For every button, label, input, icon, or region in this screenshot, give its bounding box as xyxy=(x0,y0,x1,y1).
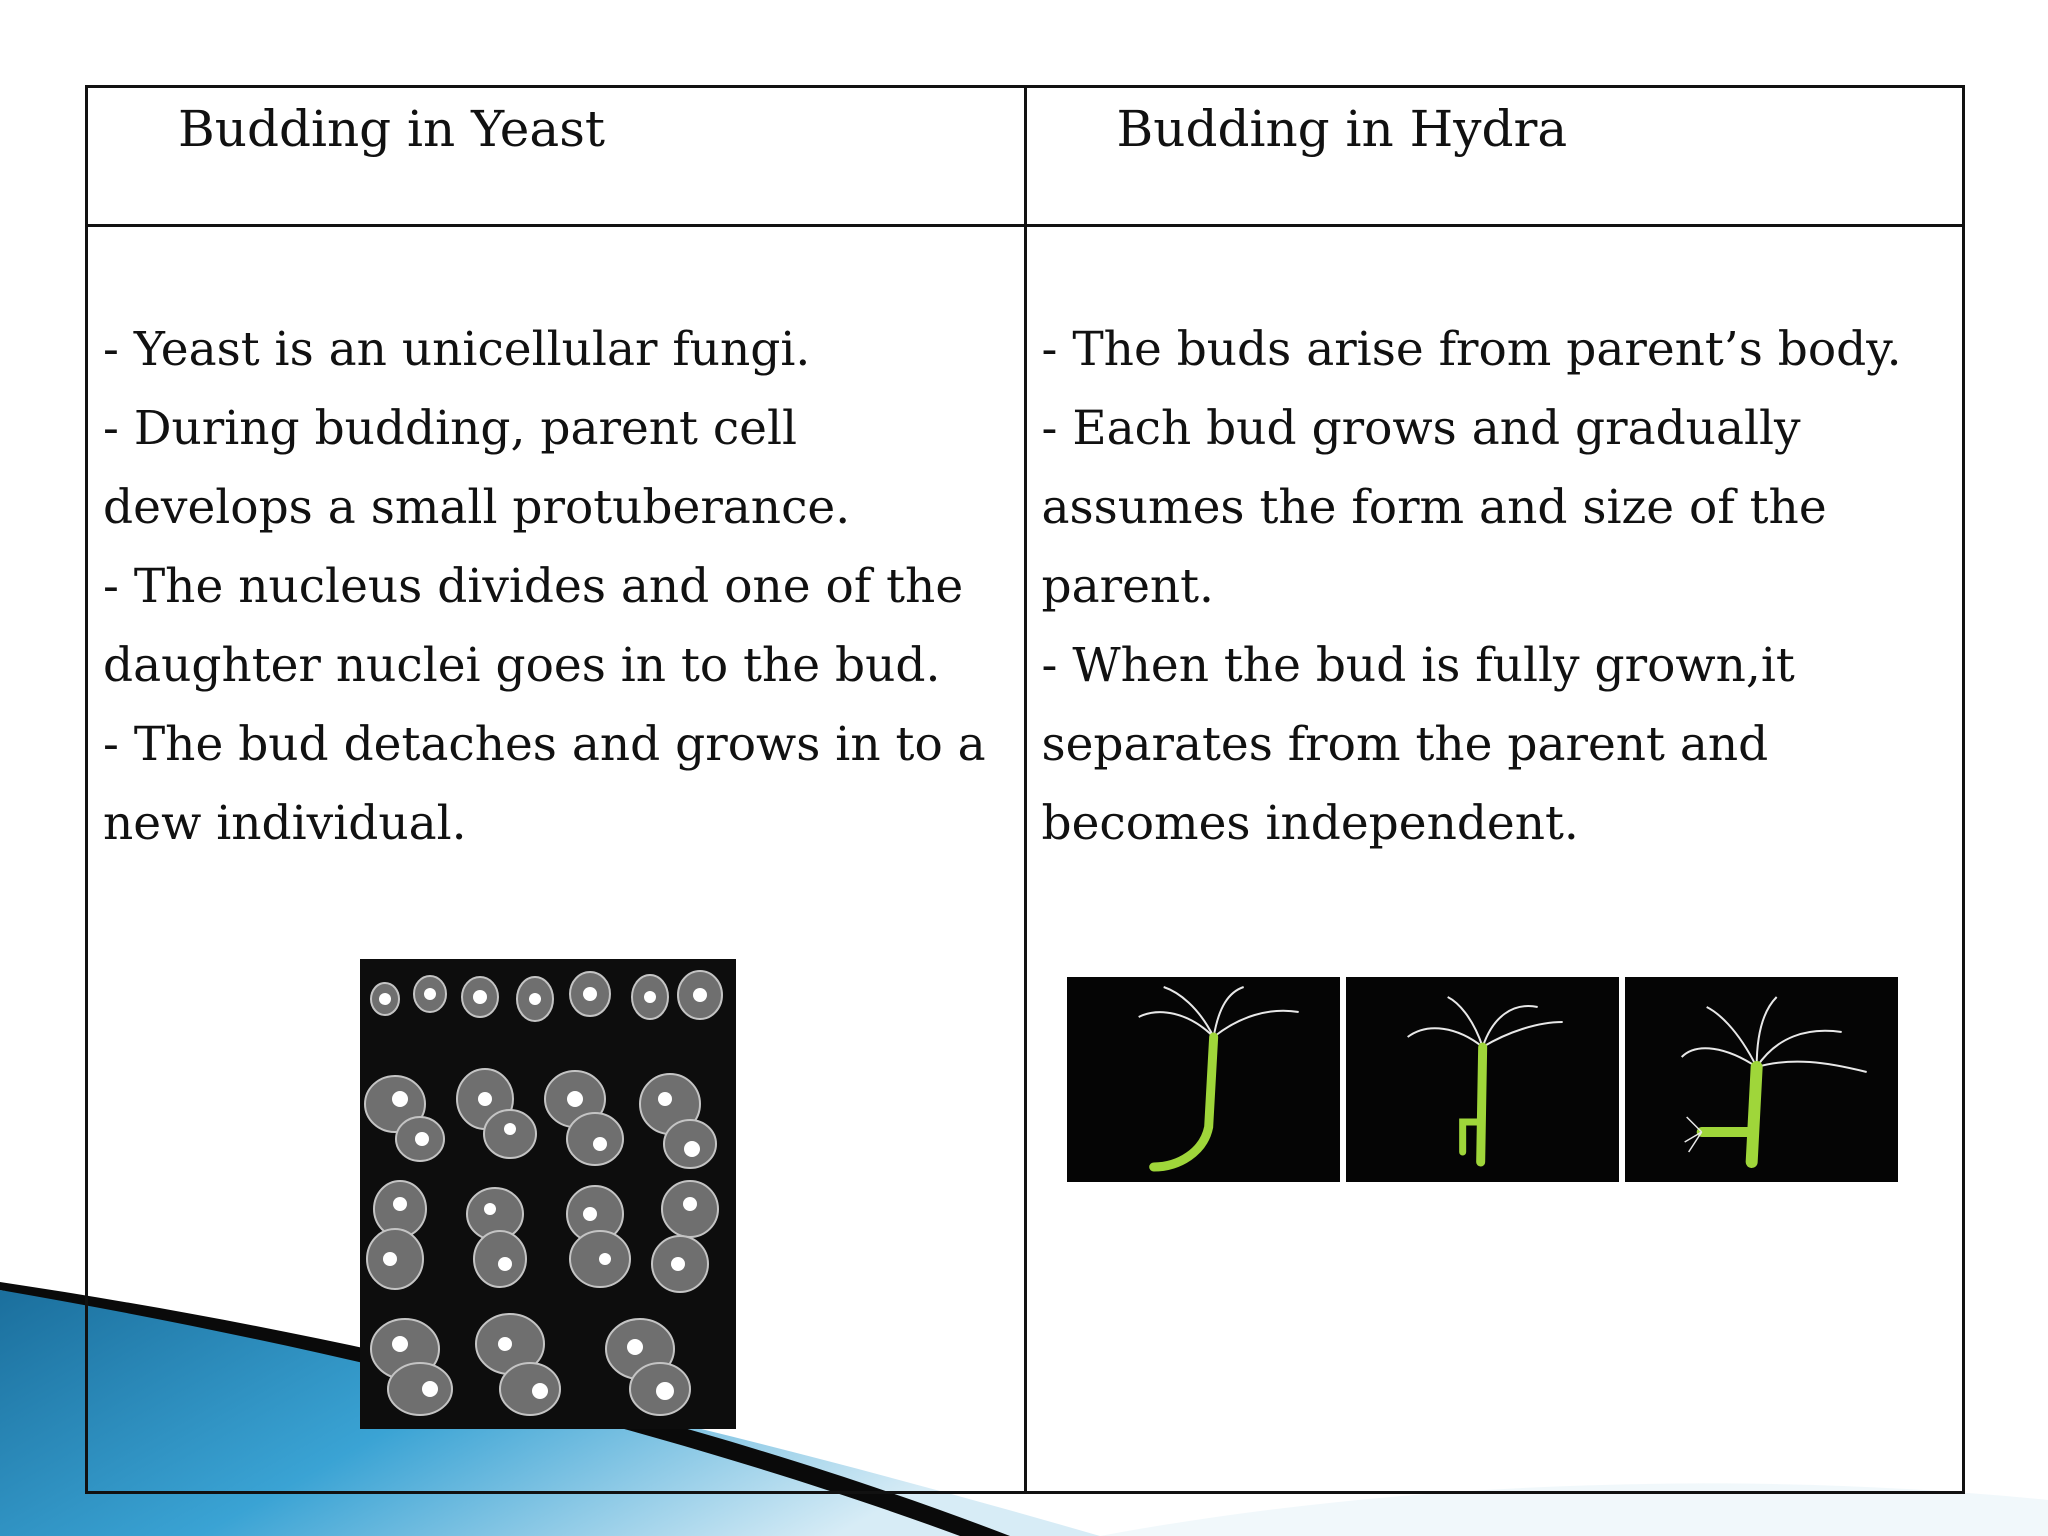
yeast-cells-illustration xyxy=(360,959,736,1429)
hydra-budding-image xyxy=(1067,977,1899,1182)
hydra-stage-3-illustration xyxy=(1625,977,1898,1182)
hydra-stage-1-illustration xyxy=(1067,977,1340,1182)
yeast-point-line: develops a small protuberance. xyxy=(103,480,851,535)
header-cell-yeast xyxy=(87,87,1026,226)
header-yeast: Budding in Yeast xyxy=(178,100,605,158)
yeast-point-line: new individual. xyxy=(103,796,467,851)
yeast-point-line: daughter nuclei goes in to the bud. xyxy=(103,638,941,693)
hydra-point-line: - The buds arise from parent’s body. xyxy=(1041,322,1902,377)
hydra-stage-2-panel xyxy=(1346,977,1619,1182)
hydra-point-line: becomes independent. xyxy=(1041,796,1579,851)
hydra-point-line: - Each bud grows and gradually xyxy=(1041,401,1801,456)
hydra-points-list xyxy=(1042,310,1942,863)
hydra-stage-3-panel xyxy=(1625,977,1898,1182)
comparison-table xyxy=(85,85,1965,1494)
yeast-point-line: - The bud detaches and grows in to a xyxy=(103,717,986,772)
yeast-point-line: - Yeast is an unicellular fungi. xyxy=(103,322,811,377)
header-cell-hydra xyxy=(1025,87,1964,226)
hydra-point-line: - When the bud is fully grown,it xyxy=(1041,638,1795,693)
yeast-point-line: - During budding, parent cell xyxy=(103,401,798,456)
yeast-micrograph-image xyxy=(360,959,736,1429)
body-cell-yeast xyxy=(87,226,1026,1493)
hydra-point-line: assumes the form and size of the xyxy=(1041,480,1827,535)
body-cell-hydra xyxy=(1025,226,1964,1493)
hydra-point-line: parent. xyxy=(1041,559,1214,614)
hydra-stage-1-panel xyxy=(1067,977,1340,1182)
yeast-points-list xyxy=(103,310,1023,863)
hydra-stage-2-illustration xyxy=(1346,977,1619,1182)
hydra-point-line: separates from the parent and xyxy=(1041,717,1769,772)
yeast-point-line: - The nucleus divides and one of the xyxy=(103,559,964,614)
header-hydra: Budding in Hydra xyxy=(1116,100,1568,158)
